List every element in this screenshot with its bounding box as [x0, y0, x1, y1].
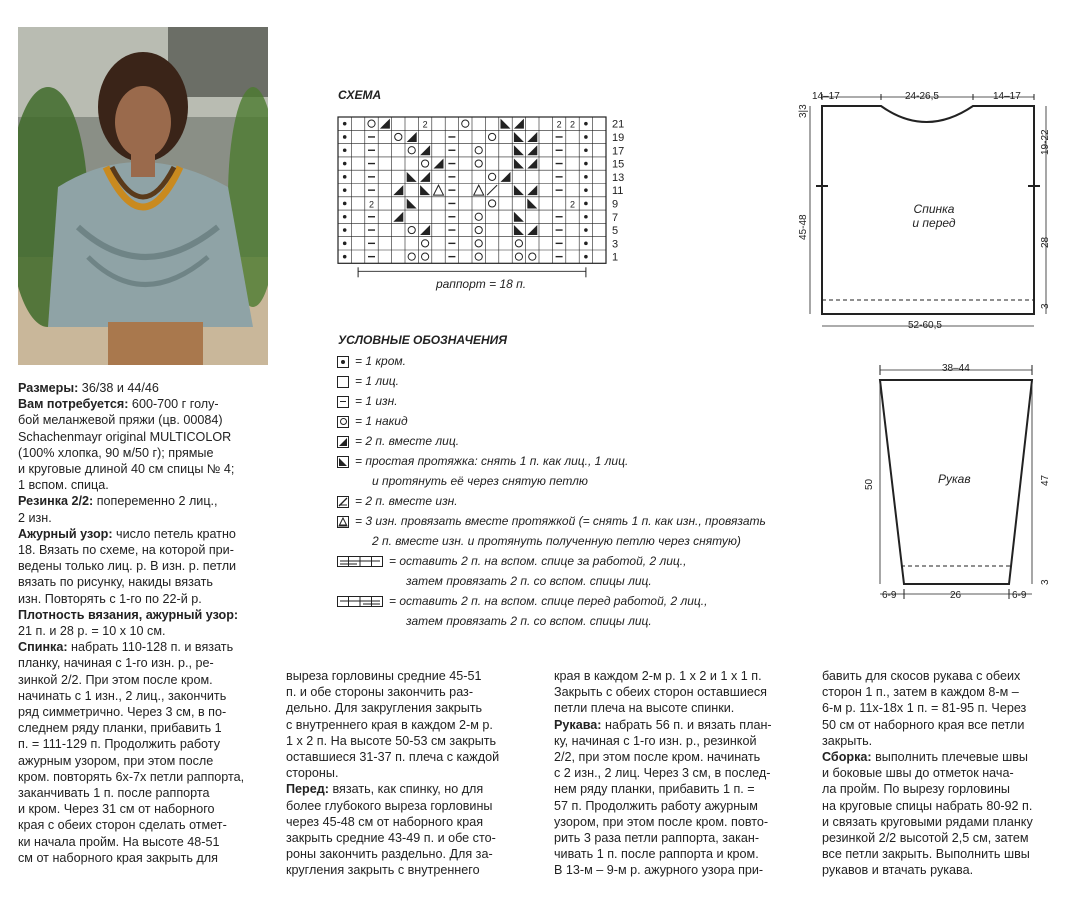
text-line: зинкой 2/2. При этом после кром. [18, 672, 213, 687]
chart-row-number: 15 [612, 158, 625, 171]
legend-item-cable-front-cont: затем провязать 2 п. со вспом. спицы лиц. [406, 614, 652, 628]
text-line: 50 см от наборного края все петли [822, 717, 1025, 732]
text-line: резинкой 2/2 высотой 2,5 см, затем [822, 831, 1029, 846]
edge-stitch-icon [584, 228, 588, 232]
edge-stitch-icon [584, 242, 588, 246]
text-line: Schachenmayr original MULTICOLOR [18, 429, 232, 444]
text-line: петли плеча на высоте спинки. [554, 701, 735, 716]
text-line: края с обеих сторон сделать отмет- [18, 818, 227, 833]
text-line: 1 x 2 п. На высоте 50-53 см закрыть [286, 733, 497, 748]
edge-stitch-icon [343, 148, 347, 152]
sleeve-top-dim: 38–44 [942, 363, 970, 374]
text-line: 2 изн. [18, 510, 52, 525]
chart-row-number: 19 [612, 131, 625, 144]
text-line: 2/2, при этом после кром. начинать [554, 750, 761, 765]
sleeve-right-bottom-dim: 3 [1040, 579, 1051, 585]
legend-item-edge: = 1 кром. [337, 354, 406, 369]
sleeve-bottom-right-dim: 6-9 [1012, 590, 1027, 601]
text-line: роны закончить раздельно. Для за- [286, 847, 493, 862]
edge-stitch-icon [343, 202, 347, 206]
edge-stitch-icon [343, 188, 347, 192]
edge-stitch-icon [343, 215, 347, 219]
text-line: Вам потребуется: 600-700 г голу- [18, 397, 219, 412]
legend-item-sp3tog-cont: 2 п. вместе изн. и протянуть полученную петлю через снятую) [372, 534, 741, 548]
edge-stitch-icon [343, 255, 347, 259]
body-right-top-dim: 19-22 [1040, 129, 1051, 155]
text-line: с 2 изн., 2 лиц. Через 3 см, в послед- [554, 766, 771, 781]
edge-stitch-icon [584, 135, 588, 139]
cable-mark: 2 [368, 199, 375, 210]
edge-stitch-icon [584, 255, 588, 259]
body-right-mid-dim: 28 [1040, 236, 1051, 248]
legend-item-k2tog: = 2 п. вместе лиц. [337, 434, 459, 449]
text-line: узором, при этом после кром. повто- [554, 814, 769, 829]
text-line: начинать с 1 изн., 2 лиц., закончить [18, 688, 227, 703]
text-line: ки начала пройм. На высоте 48-51 [18, 834, 220, 849]
text-line: 18. Вязать по схеме, на которой при- [18, 543, 234, 558]
yarn-over-icon [337, 416, 349, 428]
text-line: выреза горловины средние 45-51 [286, 669, 482, 683]
text-line: и боковые швы до отметок нача- [822, 766, 1014, 781]
body-right-bottom-dim: 3 [1040, 303, 1051, 309]
legend-title: УСЛОВНЫЕ ОБОЗНАЧЕНИЯ [338, 333, 508, 347]
chart-row-number: 5 [612, 225, 619, 238]
cable-mark: 2 [569, 199, 576, 210]
edge-stitch-icon [343, 242, 347, 246]
text-line: сторон 1 п., затем в каждом 8-м – [822, 685, 1019, 700]
edge-stitch-icon [584, 162, 588, 166]
text-line: Рукава: набрать 56 п. и вязать план- [554, 717, 772, 732]
text-line: бавить для скосов рукава с обеих [822, 669, 1021, 683]
text-line: и кром. Через 31 см от наборного [18, 802, 215, 817]
sleeve-left-dim: 50 [864, 478, 875, 490]
cable-back-icon [337, 556, 383, 567]
cable-mark: 2 [556, 119, 562, 130]
text-line: Плотность вязания, ажурный узор: [18, 607, 239, 622]
text-line: планку, начиная с 1-го изн. р., ре- [18, 656, 214, 671]
text-column-4 [822, 668, 1072, 879]
body-bottom-dim: 52-60,5 [908, 320, 942, 331]
legend-item-purl: = 1 изн. [337, 394, 398, 409]
text-column-2 [286, 668, 536, 879]
text-line: см от наборного края закрыть для [18, 850, 218, 865]
chart-row-number: 3 [612, 238, 619, 251]
text-line: ряд симметрично. Через 3 см, в по- [18, 705, 227, 720]
text-line: закрыть. [822, 733, 873, 748]
text-line: Ажурный узор: число петель кратно [18, 526, 236, 541]
chart-row-number: 21 [612, 118, 625, 131]
edge-stitch-icon [343, 122, 347, 126]
edge-stitch-icon [584, 175, 588, 179]
sleeve-bottom-left-dim: 6-9 [882, 590, 897, 601]
chart-row-number: 7 [612, 211, 619, 224]
legend-item-cable-back-cont: затем провязать 2 п. со вспом. спицы лиц. [406, 574, 652, 588]
edge-stitch-icon [584, 215, 588, 219]
text-line: рукавов и втачать рукава. [822, 863, 974, 878]
text-column-1 [18, 380, 268, 866]
text-line: стороны. [286, 766, 339, 781]
text-line: Размеры: 36/38 и 44/46 [18, 381, 159, 395]
text-line: вязать по рисунку, накиды вязать [18, 575, 213, 590]
text-line: бой меланжевой пряжи (цв. 00084) [18, 413, 223, 428]
text-line: более глубокого выреза горловины [286, 798, 493, 813]
sleeve-bottom-mid-dim: 26 [950, 590, 962, 601]
cable-mark: 2 [422, 119, 428, 130]
text-line: кром. повторять 6х-7х петли раппорта, [18, 769, 245, 784]
edge-stitch-icon [584, 202, 588, 206]
text-line: ведены только лиц. р. В изн. р. петли [18, 559, 237, 574]
text-line: изн. Повторять с 1-го по 22-й р. [18, 591, 202, 606]
text-line: В 13-м – 9-м р. ажурного узора при- [554, 863, 764, 878]
text-line: кругления закрыть с внутреннего [286, 863, 480, 878]
sleeve-label: Рукав [938, 472, 971, 486]
edge-stitch-icon [584, 188, 588, 192]
legend-item-ssk-cont: и протянуть её через снятую петлю [372, 474, 588, 488]
chart-row-number: 9 [612, 198, 619, 211]
cable-mark: 2 [569, 119, 576, 130]
text-line: чивать 1 п. после раппорта и кром. [554, 847, 759, 862]
text-line: следнем ряду планки, прибавить 1 [18, 721, 222, 736]
body-label: Спинка и перед [912, 202, 956, 230]
text-line: оставшиеся 31-37 п. плеча с каждой [286, 750, 500, 765]
text-line: рить 3 раза петли раппорта, закан- [554, 831, 760, 846]
text-line: и круговые длиной 40 см спицы № 4; [18, 462, 235, 477]
text-line: нем ряду планки, прибавить 1 п. = [554, 782, 755, 797]
text-line: п. = 111-129 п. Продолжить работу [18, 737, 220, 752]
sp3tog-icon [337, 516, 349, 528]
text-line: заканчивать 1 п. после раппорта [18, 786, 210, 801]
body-top-left-dim: 14–17 [812, 91, 840, 102]
legend-item-sp3tog: = 3 изн. провязать вместе протяжкой (= снять 1 п. как изн., провязать [337, 514, 766, 529]
chart-row-number: 11 [612, 185, 624, 198]
text-line: Закрыть с обеих сторон оставшиеся [554, 685, 767, 700]
text-line: закрыть средние 43-49 п. и обе сто- [286, 831, 496, 846]
text-line: Сборка: выполнить плечевые швы [822, 750, 1028, 765]
body-left-top-dim: 3|3 [798, 104, 809, 118]
text-line: 6-м р. 11х-18х 1 п. = 81-95 п. Через [822, 701, 1027, 716]
cable-front-icon [337, 596, 383, 607]
text-line: ку, начиная с 1-го изн. р., резинкой [554, 733, 757, 748]
legend-item-p2tog: = 2 п. вместе изн. [337, 494, 458, 509]
chart-rapport-label: раппорт = 18 п. [436, 277, 527, 291]
edge-stitch-icon [584, 122, 588, 126]
ssk-icon [337, 456, 349, 468]
text-line: и связать круговыми рядами планку [822, 814, 1033, 829]
chart-row-number: 17 [612, 145, 625, 158]
text-line: Спинка: набрать 110-128 п. и вязать [18, 640, 234, 655]
text-column-3 [554, 668, 804, 879]
k2tog-icon [337, 436, 349, 448]
body-top-mid-dim: 24-26,5 [905, 91, 939, 102]
text-line: ла пройм. По вырезу горловины [822, 782, 1010, 797]
body-left-main-dim: 45-48 [798, 214, 809, 240]
legend-item-cable-back: = оставить 2 п. на вспом. спице за работой, 2 лиц., [337, 554, 686, 569]
legend-item-yarnover: = 1 накид [337, 414, 408, 429]
knitting-chart [336, 115, 646, 300]
text-line: Резинка 2/2: попеременно 2 лиц., [18, 494, 218, 509]
text-line: 1 вспом. спица. [18, 478, 109, 493]
model-photo [18, 27, 268, 365]
sleeve-right-dim: 47 [1040, 474, 1051, 486]
edge-stitch-icon [343, 228, 347, 232]
text-line: (100% хлопка, 90 м/50 г); прямые [18, 445, 214, 460]
text-line: Перед: вязать, как спинку, но для [286, 782, 484, 797]
text-line: 21 п. и 28 р. = 10 x 10 см. [18, 624, 166, 639]
scheme-title: СХЕМА [338, 88, 382, 102]
purl-stitch-icon [337, 396, 349, 408]
chart-row-number: 13 [612, 171, 625, 184]
text-line: дельно. Для закругления закрыть [286, 701, 483, 716]
text-line: ажурным узором, при этом после [18, 753, 214, 768]
legend-item-knit: = 1 лиц. [337, 374, 399, 389]
knit-stitch-icon [337, 376, 349, 388]
chart-row-number: 1 [612, 251, 619, 264]
text-line: с внутреннего края в каждом 2-м р. [286, 717, 493, 732]
edge-stitch-icon [343, 175, 347, 179]
edge-stitch-icon [343, 162, 347, 166]
text-line: края в каждом 2-м р. 1 x 2 и 1 x 1 п. [554, 669, 762, 683]
text-line: на круговые спицы набрать 80-92 п. [822, 798, 1033, 813]
legend-item-ssk: = простая протяжка: снять 1 п. как лиц., 1 лиц. [337, 454, 628, 469]
edge-stitch-icon [343, 135, 347, 139]
legend-item-cable-front: = оставить 2 п. на вспом. спице перед работой, 2 лиц., [337, 594, 707, 609]
text-line: все петли закрыть. Выполнить швы [822, 847, 1030, 862]
edge-stitch-icon [584, 148, 588, 152]
text-line: через 45-48 см от наборного края [286, 814, 484, 829]
text-line: 57 п. Продолжить работу ажурным [554, 798, 758, 813]
p2tog-icon [337, 496, 349, 508]
text-line: п. и обе стороны закончить раз- [286, 685, 474, 700]
edge-stitch-icon [337, 356, 349, 368]
body-top-right-dim: 14–17 [993, 91, 1021, 102]
